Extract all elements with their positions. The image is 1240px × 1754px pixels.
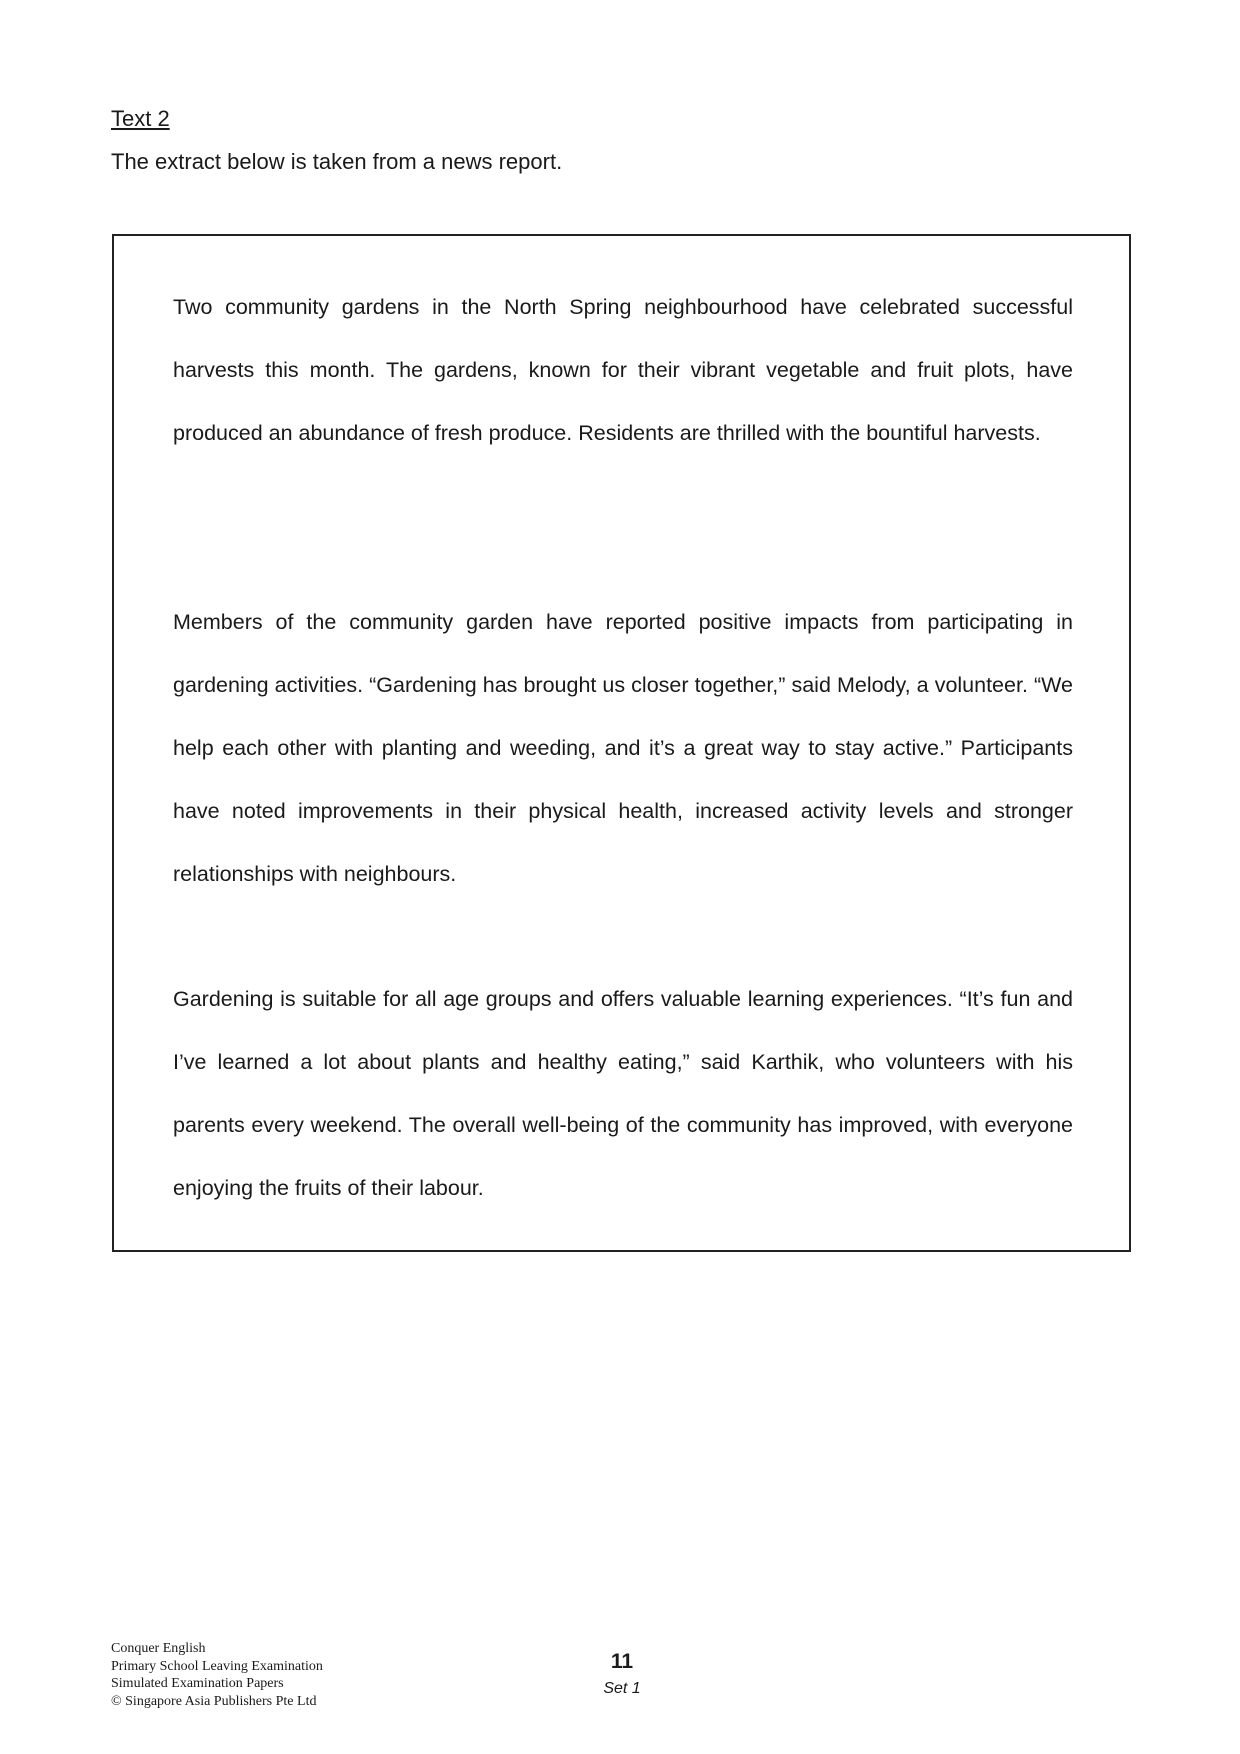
set-label: Set 1 xyxy=(603,1680,641,1697)
extract-box xyxy=(112,234,1131,1252)
text-label: Text 2 xyxy=(111,106,170,131)
footer-line: © Singapore Asia Publishers Pte Ltd xyxy=(111,1693,317,1709)
footer-line: Primary School Leaving Examination xyxy=(111,1658,323,1674)
footer-publisher xyxy=(111,1640,323,1710)
paragraph: Two community gardens in the North Spring neighbourhood have celebrated successful harvests this month. The gardens, known for their vibrant vegetable and fruit plots, have produced an abundance of fresh produce. Residents are thrilled with the bountiful harvests. xyxy=(173,295,1073,445)
footer-line: Simulated Examination Papers xyxy=(111,1676,284,1691)
page-number: 11 xyxy=(610,1650,634,1673)
paragraph: Gardening is suitable for all age groups and offers valuable learning experiences. “It’s fun and I’ve learned a lot about plants and healthy eating,” said Karthik, who volunteers with his parents every weekend. The overall well-being of the community has improved, with everyone enjoying the fruits of their labour. xyxy=(173,987,1073,1200)
footer-line: Conquer English xyxy=(111,1641,206,1656)
intro-text: The extract below is taken from a news report. xyxy=(111,149,563,174)
paragraph: Members of the community garden have reported positive impacts from participating in gardening activities. “Gardening has brought us closer together,” said Melody, a volunteer. “We help each other with planting and weeding, and it’s a great way to stay active.” Participants have noted improvements in their physical health, increased activity levels and stronger relationships with neighbours. xyxy=(173,610,1073,886)
